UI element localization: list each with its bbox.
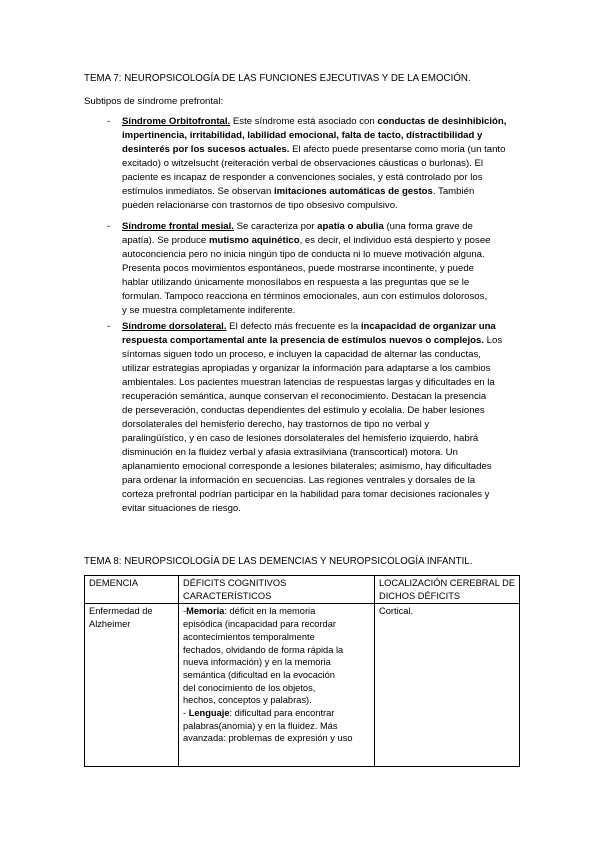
header-localizacion: LOCALIZACIÓN CEREBRAL DE DICHOS DÉFICITS [375,576,520,604]
bold-text: incapacidad de organizar una [360,321,496,332]
text-run: ambientales. Los pacientes muestran latencias de respuestas largas y dificultades en la [122,377,495,388]
bold-text: impertinencia, irritabilidad, labilidad emocional, falta de tacto, distractibilidad y [122,130,483,141]
cell-deficits [179,604,375,767]
paragraph-line [122,186,474,198]
paragraph-line [122,249,485,261]
cell-line [183,720,370,733]
cell-line [183,618,370,631]
text-run: excitado) o witzelsucht (reiteración verbal de observaciones cáusticas o burlonas). El [122,158,484,169]
text-run: evitar situaciones de riesgo. [122,503,241,514]
paragraph-line [122,461,492,473]
text-run: pueden relacionarse con trastornos de tipo obsesivo compulsivo. [122,200,398,211]
text-run: (una forma grave de [383,221,473,232]
text-run: estímulos inmediatos. Se observan [122,186,274,197]
text-run: : déficit en la memoria [224,606,316,617]
text-run: fechados, olvidando de forma rápida la [183,644,344,655]
cell-localizacion: Cortical. [375,604,520,767]
text-run: palabras(anomia) y en la fluidez. Más [183,720,338,731]
text-run: avanzada: problemas de expresión y uso [183,733,353,744]
paragraph-line [122,447,458,459]
paragraph-line [122,363,491,375]
cell-line [183,669,370,682]
text-run: utilizar estrategias apropiadas y organizar la información para adaptarse a los cambios [122,363,491,374]
paragraph-line [122,321,496,333]
text-run: síntomas siguen todo un proceso, e incluyen la capacidad de alternar las conductas, [122,349,481,360]
paragraph-line [122,391,486,403]
text-run: del conocimiento de los objetos, [183,682,316,693]
bold-text: conductas de desinhibición, [377,116,507,127]
cell-line [183,644,370,657]
paragraph-line [122,130,482,142]
cell-line [183,605,370,618]
tema8-title: TEMA 8: NEUROPSICOLOGÍA DE LAS DEMENCIAS Y NEUROPSICOLOGÍA INFANTIL. [84,556,473,567]
paragraph-line [122,263,474,275]
text-run: aplanamiento emocional corresponde a lesiones bilaterales; asimismo, hay dificultades [122,461,492,472]
bold-text: mutismo aquinético [208,235,300,246]
heading-text: Síndrome Orbitofrontal. [122,116,231,127]
cell-line [183,656,370,669]
paragraph-line [122,291,487,303]
header-demencia: DEMENCIA [85,576,179,604]
cell-demencia: Enfermedad de Alzheimer [85,604,179,767]
heading-text: Síndrome dorsolateral. [122,321,227,332]
tema7-title: TEMA 7: NEUROPSICOLOGÍA DE LAS FUNCIONES EJECUTIVAS Y DE LA EMOCIÓN. [84,73,471,84]
paragraph-line [122,419,429,431]
text-run: Se caracteriza por [233,221,318,232]
text-run: Presenta pocos movimientos espontáneos, puede mostrarse incontinente, y puede [122,263,474,274]
text-run: para ordenar la información en secuencias. Las regiones ventrales y dorsales de la [122,475,476,486]
text-run: formulan. Tampoco reacciona en términos emocionales, aun con estímulos dolorosos, [122,291,488,302]
bullet-marker: - [107,116,111,127]
paragraph-line [122,172,483,184]
cell-line [183,707,370,720]
text-run: Este síndrome está asociado con [230,116,378,127]
text-run: : dificultad para encontrar [229,708,335,719]
text-run: paciente es incapaz de responder a convenciones sociales, y está controlado por los [122,172,483,183]
text-run: El defecto más frecuente es la [226,321,361,332]
text-run: - [183,708,189,719]
paragraph-line [122,305,295,317]
paragraph-line [122,489,489,501]
text-run: hablar utilizando únicamente monosílabos en respuesta a las preguntas que se le [122,277,470,288]
table-header-row [85,576,520,604]
text-run: y se muestra completamente indiferente. [122,305,296,316]
bullet-marker: - [107,221,111,232]
cell-line [183,631,370,644]
cell-line [183,694,370,707]
paragraph-line [122,277,469,289]
paragraph-line [122,144,505,156]
tema7-subtitle: Subtipos de síndrome prefrontal: [84,96,224,107]
bold-text: Lenguaje [188,708,230,719]
paragraph-line [122,503,241,515]
text-run: disminución en la fluidez verbal y afasia extrasilviana (transcortical) motora. Un [122,447,458,458]
paragraph-line [122,377,495,389]
bullet-marker: - [107,321,111,332]
text-run: nueva información) y en la memoria [183,657,331,668]
paragraph-line [122,221,473,233]
text-run: recuperación semántica, aunque conservan el reconocimiento. Destacan la presencia [122,391,487,402]
text-run: de perseveración, conductas dependientes del estímulo y ecolalia. De haber lesiones [122,405,485,416]
cell-line [183,682,370,695]
header-deficits: DÉFICITS COGNITIVOS CARACTERÍSTICOS [179,576,375,604]
paragraph-line [122,405,485,417]
bold-text: desinterés por los sucesos actuales. [122,144,290,155]
paragraph-line [122,235,491,247]
paragraph-line [122,116,506,128]
paragraph-line [122,475,475,487]
bold-text: respuesta comportamental ante la presencia de estímulos nuevos o complejos. [122,335,485,346]
text-run: hechos, conceptos y palabras). [183,695,312,706]
paragraph-line [122,158,483,170]
text-run: dorsolaterales del hemisferio derecho, hay trastornos de tipo no verbal y [122,419,430,430]
bold-text: apatía o abulia [317,221,384,232]
bold-text: imitaciones automáticas de gestos [273,186,433,197]
paragraph-line [122,433,478,445]
paragraph-line [122,200,398,212]
text-run: episódica (incapacidad para recordar [183,619,336,630]
dementia-table [84,575,520,767]
table-row [85,604,520,767]
text-run: . También [432,186,475,197]
text-run: paralingüístico, y en caso de lesiones dorsolaterales del hemisferio izquierdo, habrá [122,433,479,444]
text-run: semántica (dificultad en la evocación [183,669,335,680]
text-run: apatía). Se produce [122,235,209,246]
text-run: autoconciencia pero no inicia ningún tipo de conducta ni lo mueve motivación alguna. [122,249,485,260]
paragraph-line [122,349,481,361]
heading-text: Síndrome frontal mesial. [122,221,234,232]
paragraph-line [122,335,502,347]
text-run: acontecimientos temporalmente [183,631,315,642]
cell-line [183,732,370,745]
text-run: , es decir, el individuo está despierto y posee [299,235,491,246]
text-run: - [183,606,187,617]
bold-text: Memoria [186,606,225,617]
text-run: corteza prefrontal podrían participar en la habilidad para tomar decisiones racionales y [122,489,490,500]
text-run: El afecto puede presentarse como moria (un tanto [289,144,506,155]
text-run: Los [484,335,503,346]
